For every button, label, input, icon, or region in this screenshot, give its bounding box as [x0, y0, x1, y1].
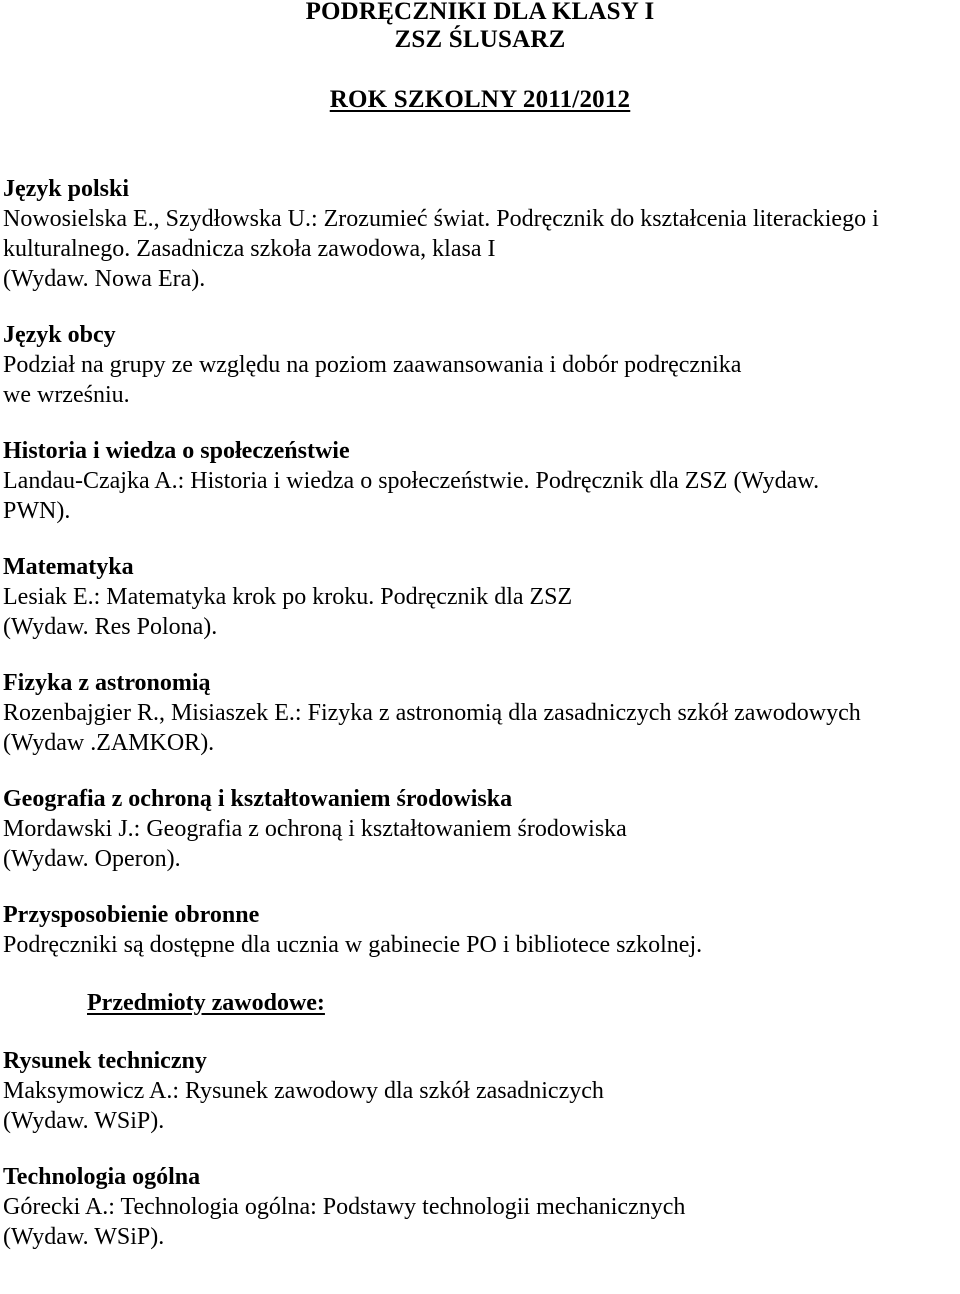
vocational-subjects-heading: Przedmioty zawodowe: — [87, 990, 325, 1016]
section-matematyka — [3, 552, 953, 642]
section-line: Rozenbajgier R., Misiaszek E.: Fizyka z astronomią dla zasadniczych szkół zawodowych — [3, 700, 861, 726]
section-heading: Język obcy — [3, 322, 116, 348]
section-rysunek-techniczny — [3, 1046, 953, 1136]
section-przysposobienie-obronne — [3, 900, 953, 960]
section-line: PWN). — [3, 498, 71, 524]
section-line: Mordawski J.: Geografia z ochroną i kształtowaniem środowiska — [3, 816, 627, 842]
section-heading: Rysunek techniczny — [3, 1048, 207, 1074]
section-line: Podręczniki są dostępne dla ucznia w gabinecie PO i bibliotece szkolnej. — [3, 932, 703, 958]
section-line: (Wydaw. Operon). — [3, 846, 181, 872]
section-line: (Wydaw. Nowa Era). — [3, 266, 206, 292]
section-heading: Historia i wiedza o społeczeństwie — [3, 438, 350, 464]
section-heading: Technologia ogólna — [3, 1164, 201, 1190]
section-line: kulturalnego. Zasadnicza szkoła zawodowa, klasa I — [3, 236, 496, 262]
section-line: Maksymowicz A.: Rysunek zawodowy dla szkół zasadniczych — [3, 1078, 604, 1104]
section-heading: Przysposobienie obronne — [3, 902, 260, 928]
section-heading: Język polski — [3, 176, 130, 202]
section-line: Podział na grupy ze względu na poziom zaawansowania i dobór podręcznika — [3, 352, 742, 378]
section-technologia-ogolna — [3, 1162, 953, 1252]
section-jezyk-polski — [3, 174, 953, 294]
section-line: (Wydaw. WSiP). — [3, 1108, 165, 1134]
section-line: Górecki A.: Technologia ogólna: Podstawy technologii mechanicznych — [3, 1194, 686, 1220]
school-year-title: ROK SZKOLNY 2011/2012 — [329, 86, 631, 113]
section-historia — [3, 436, 953, 526]
section-line: (Wydaw. Res Polona). — [3, 614, 218, 640]
textbook-list — [3, 174, 953, 1278]
section-line: Nowosielska E., Szydłowska U.: Zrozumieć świat. Podręcznik do kształcenia literackiego i — [3, 206, 879, 232]
document-title-line-1: PODRĘCZNIKI DLA KLASY I — [305, 0, 655, 25]
section-heading: Geografia z ochroną i kształtowaniem środowiska — [3, 786, 513, 812]
section-fizyka — [3, 668, 953, 758]
section-line: we wrześniu. — [3, 382, 130, 408]
section-jezyk-obcy — [3, 320, 953, 410]
section-line: (Wydaw .ZAMKOR). — [3, 730, 215, 756]
section-heading: Matematyka — [3, 554, 134, 580]
section-line: (Wydaw. WSiP). — [3, 1224, 165, 1250]
section-line: Lesiak E.: Matematyka krok po kroku. Podręcznik dla ZSZ — [3, 584, 573, 610]
section-line: Landau-Czajka A.: Historia i wiedza o społeczeństwie. Podręcznik dla ZSZ (Wydaw. — [3, 468, 820, 494]
section-heading: Fizyka z astronomią — [3, 670, 211, 696]
document-title-line-2: ZSZ ŚLUSARZ — [394, 26, 566, 53]
section-geografia — [3, 784, 953, 874]
